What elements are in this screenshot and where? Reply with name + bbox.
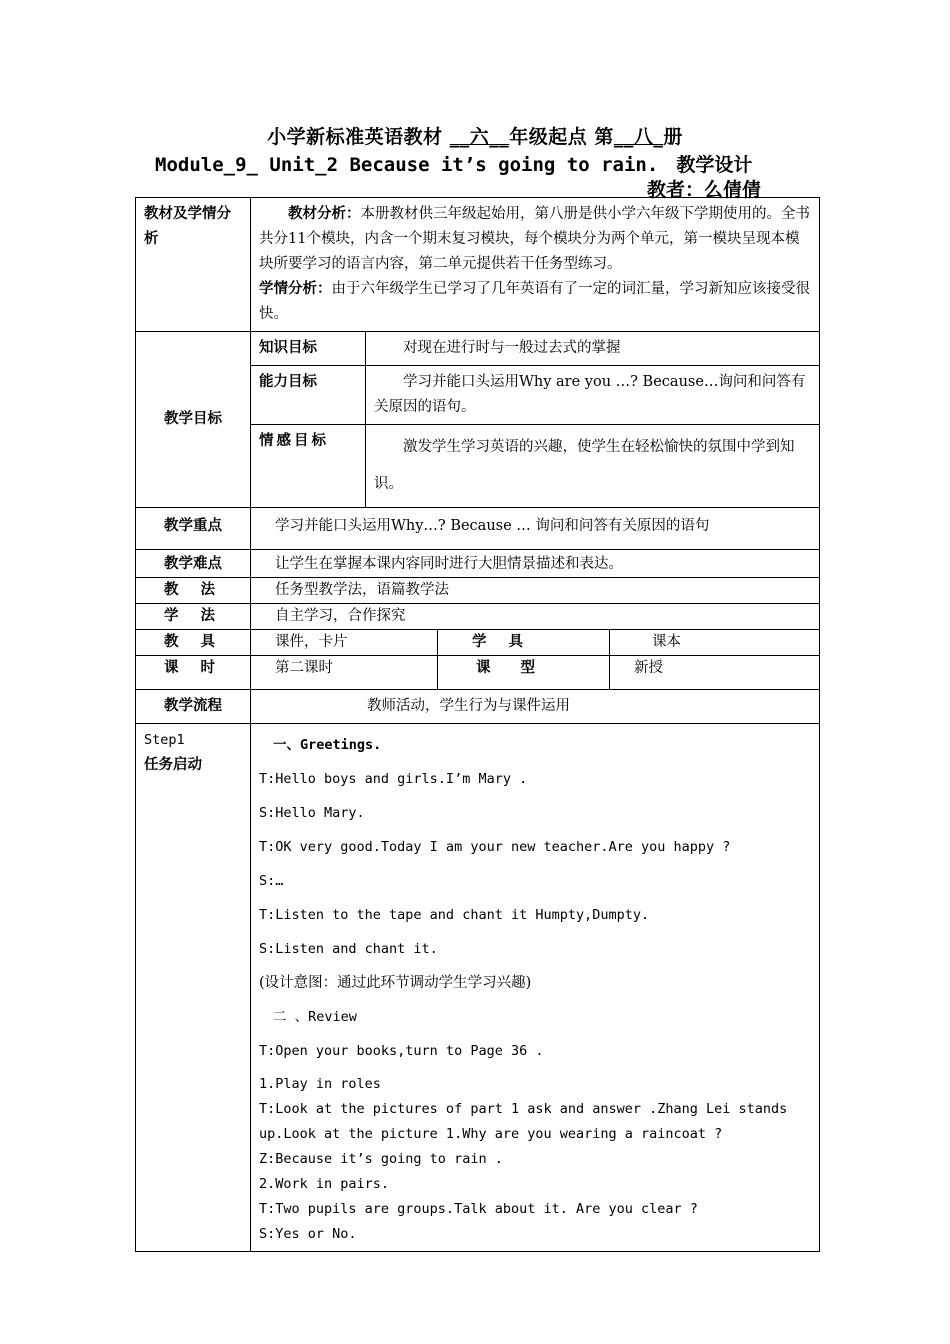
material-paragraph xyxy=(259,202,811,277)
greeting-line: S:… xyxy=(259,873,284,889)
greeting-title: 一、Greetings. xyxy=(273,737,382,753)
learn-method-label: 学法 xyxy=(136,604,251,630)
greeting-line: S:Hello Mary. xyxy=(259,805,365,821)
activity-line: Z:Because it’s going to rain . xyxy=(259,1151,503,1167)
lesson-plan-table xyxy=(135,197,820,1252)
goal-name-emotion: 情感目标 xyxy=(251,425,366,508)
lesson-type-text: 新授 xyxy=(610,656,820,690)
difficulty-text: 让学生在掌握本课内容同时进行大胆情景描述和表达。 xyxy=(251,550,820,578)
learn-method-row xyxy=(136,604,820,630)
period-row xyxy=(136,656,820,690)
greeting-line: T:OK very good.Today I am your new teacher.Are you happy ? xyxy=(259,839,731,855)
difficulty-row xyxy=(136,550,820,578)
flow-label: 教学流程 xyxy=(136,690,251,724)
student-label: 学情分析： xyxy=(259,281,332,297)
teach-method-label: 教法 xyxy=(136,578,251,604)
key-point-text: 学习并能口头运用Why…? Because … 询问和问答有关原因的语句 xyxy=(251,508,820,550)
volume-value: __八_ xyxy=(613,126,664,148)
material-label: 教材分析： xyxy=(288,206,361,222)
student-text: 由于六年级学生已学习了几年英语有了一定的词汇量，学习新知应该接受很快。 xyxy=(259,281,810,322)
learning-tools-label: 学具 xyxy=(438,630,610,656)
period-label: 课时 xyxy=(136,656,251,690)
document-title-line1 xyxy=(0,122,950,149)
difficulty-label: 教学难点 xyxy=(136,550,251,578)
step1-content xyxy=(251,724,820,1252)
title-suffix: 册 xyxy=(663,126,683,148)
activity-line: T:Look at the pictures of part 1 ask and answer .Zhang Lei stands up.Look at the picture 1.Why are you wearing a raincoat ? xyxy=(259,1101,788,1142)
goal-name-knowledge: 知识目标 xyxy=(251,332,366,366)
goal-row-knowledge xyxy=(136,332,820,366)
document-title-line2 xyxy=(155,150,752,177)
analysis-label: 教材及学情分析 xyxy=(136,198,251,332)
step1-number: Step1 xyxy=(144,732,185,748)
tools-row xyxy=(136,630,820,656)
greeting-line: S:Listen and chant it. xyxy=(259,941,438,957)
activity-line: 2.Work in pairs. xyxy=(259,1176,390,1192)
teach-method-text: 任务型教学法，语篇教学法 xyxy=(251,578,820,604)
review-line: T:Open your books,turn to Page 36 . xyxy=(259,1043,544,1059)
analysis-content xyxy=(251,198,820,332)
key-point-row xyxy=(136,508,820,550)
step1-label xyxy=(136,724,251,1252)
module-title: Module_9_ Unit_2 Because it’s going to rain. xyxy=(155,154,659,176)
period-text: 第二课时 xyxy=(251,656,438,690)
student-paragraph xyxy=(259,277,811,327)
goal-name-ability: 能力目标 xyxy=(251,366,366,425)
greeting-line: T:Hello boys and girls.I’m Mary . xyxy=(259,771,528,787)
teacher-name: 教者：么倩倩 xyxy=(647,179,762,201)
grade-value: __六__ xyxy=(449,126,510,148)
tools-label: 教具 xyxy=(136,630,251,656)
learning-tools-text: 课本 xyxy=(610,630,820,656)
tools-text: 课件，卡片 xyxy=(251,630,438,656)
step1-name: 任务启动 xyxy=(144,757,202,773)
teach-method-row xyxy=(136,578,820,604)
analysis-row xyxy=(136,198,820,332)
key-point-label: 教学重点 xyxy=(136,508,251,550)
title-prefix: 小学新标准英语教材 xyxy=(267,126,450,148)
goal-text-knowledge: 对现在进行时与一般过去式的掌握 xyxy=(366,332,820,366)
activity-line: 1.Play in roles xyxy=(259,1076,381,1092)
flow-row xyxy=(136,690,820,724)
material-text: 本册教材供三年级起始用，第八册是供小学六年级下学期使用的。全书共分11个模块，内含一个期末复习模块，每个模块分为两个单元，第一模块呈现本模块所要学习的语言内容，第二单元提供若干任务型练习。 xyxy=(259,206,810,272)
activity-line: T:Two pupils are groups.Talk about it. Are you clear ? xyxy=(259,1201,698,1217)
goals-label: 教学目标 xyxy=(136,332,251,508)
step1-row xyxy=(136,724,820,1252)
goal-text-ability: 学习并能口头运用Why are you …? Because…询问和问答有关原因的语句。 xyxy=(366,366,820,425)
learn-method-text: 自主学习，合作探究 xyxy=(251,604,820,630)
design-label: 教学设计 xyxy=(676,154,753,176)
activity-line: S:Yes or No. xyxy=(259,1226,357,1242)
design-note: (设计意图：通过此环节调动学生学习兴趣) xyxy=(259,975,532,991)
flow-text: 教师活动，学生行为与课件运用 xyxy=(251,690,820,724)
goal-text-emotion: 激发学生学习英语的兴趣，使学生在轻松愉快的氛围中学到知识。 xyxy=(366,425,820,508)
lesson-type-label: 课型 xyxy=(438,656,610,690)
greeting-line: T:Listen to the tape and chant it Humpty,Dumpty. xyxy=(259,907,650,923)
title-mid: 年级起点 第 xyxy=(509,126,614,148)
review-title: 二 、Review xyxy=(273,1009,357,1025)
